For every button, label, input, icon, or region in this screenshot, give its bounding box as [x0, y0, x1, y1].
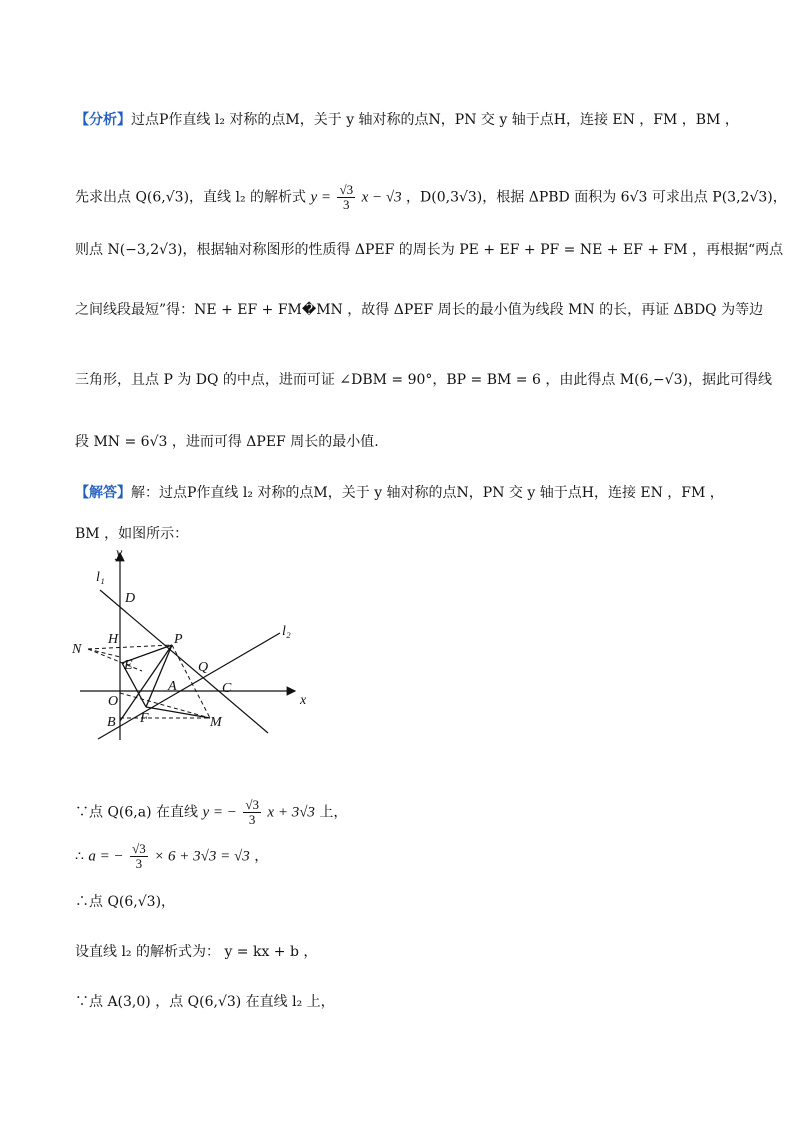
label-A: A: [168, 679, 177, 694]
after-text-3: ∴点 Q(6,√3)，: [75, 894, 176, 910]
solution-line-2: [75, 524, 188, 544]
l2-eq-lhs: y =: [310, 189, 332, 206]
label-O: O: [108, 694, 119, 709]
analysis-line-1: [75, 110, 739, 130]
analysis-line-5: [75, 370, 772, 390]
label-M: M: [210, 715, 222, 730]
after-eq2-den: 3: [135, 856, 143, 871]
after-text-1a: ∵点 Q(6,a) 在直线: [75, 804, 199, 821]
after-eq1-rhs: x + 3√3: [267, 804, 315, 821]
label-N: N: [72, 642, 82, 657]
analysis-line-6: [75, 432, 379, 452]
after-line-1: [75, 798, 347, 827]
solution-tag: 【解答】: [75, 485, 131, 501]
analysis-line-4: [75, 300, 763, 320]
analysis-tag: 【分析】: [75, 112, 131, 128]
l2-eq-num: √3: [339, 182, 354, 197]
solution-text-1: 解：过点P作直线 l₂ 对称的点M，关于 y 轴对称的点N，PN 交 y 轴于点H，连接 EN ，FM ，: [131, 485, 724, 501]
analysis-text-4: 则点 N(−3,2√3)，根据轴对称图形的性质得 ΔPEF 的周长为 PE + EF + PF = NE + EF + FM ，再根据“两点: [75, 242, 784, 258]
label-l1: l₁: [96, 570, 105, 585]
solution-line-1: [75, 483, 724, 503]
analysis-text-7: 段 MN = 6√3 ，进而可得 ΔPEF 周长的最小值.: [75, 434, 379, 450]
after-eq1-num: √3: [245, 797, 259, 812]
label-P: P: [174, 632, 183, 647]
after-eq1-den: 3: [248, 812, 256, 827]
after-eq1-lhs: y = −: [202, 804, 237, 821]
after-line-3: [75, 892, 175, 912]
line-l2: [98, 633, 280, 739]
analysis-text-1: 过点P作直线 l₂ 对称的点M，关于 y 轴对称的点N，PN 交 y 轴于点H，连接 EN ，FM ，BM ，: [131, 112, 739, 128]
l2-eq-den: 3: [343, 197, 350, 212]
analysis-text-2: 先求出点 Q(6,√3)，直线 l₂ 的解析式: [75, 189, 307, 206]
after-text-2b: ，: [254, 848, 269, 865]
after-line-2: [75, 842, 268, 871]
analysis-line-3: [75, 240, 783, 260]
after-eq2-fraction: [130, 842, 148, 871]
analysis-line-2: [75, 183, 787, 212]
l2-eq-rhs: x − √3: [361, 189, 402, 206]
label-y: y: [116, 546, 123, 561]
after-line-4: [75, 942, 317, 962]
after-text-5: ∵点 A(3,0) ，点 Q(6,√3) 在直线 l₂ 上，: [75, 994, 335, 1010]
label-Q: Q: [198, 660, 209, 675]
after-eq1-fraction: [243, 798, 261, 827]
label-C: C: [222, 681, 232, 696]
after-eq2-rhs: × 6 + 3√3 = √3: [154, 848, 250, 865]
after-text-1b: 上，: [319, 804, 348, 821]
after-line-5: [75, 992, 335, 1012]
label-B: B: [107, 715, 116, 730]
after-eq2-lhs: a = −: [88, 848, 124, 865]
triangle-pef: [120, 645, 210, 721]
l2-eq-fraction: [337, 183, 355, 212]
label-D: D: [125, 591, 136, 606]
analysis-text-6: 三角形，且点 P 为 DQ 的中点，进而可证 ∠DBM = 90°，BP = BM = 6 ，由此得点 M(6,−√3)，据此可得线: [75, 372, 772, 388]
after-text-4: 设直线 l₂ 的解析式为： y = kx + b ，: [75, 944, 318, 960]
label-l2: l₂: [282, 624, 291, 639]
after-text-2a: ∴: [75, 848, 84, 865]
geometry-figure: [70, 545, 320, 745]
label-x: x: [300, 693, 307, 708]
after-eq2-num: √3: [132, 841, 146, 856]
analysis-text-5: 之间线段最短”得：NE + EF + FM�MN ，故得 ΔPEF 周长的最小值为线段 MN 的长，再证 ΔBDQ 为等边: [75, 302, 764, 318]
label-E: E: [124, 658, 133, 673]
label-F: F: [140, 711, 149, 726]
solution-text-2: BM ，如图所示：: [75, 526, 189, 542]
analysis-text-3: ，D(0,3√3)，根据 ΔPBD 面积为 6√3 可求出点 P(3,2√3)，: [406, 189, 787, 206]
label-H: H: [108, 632, 119, 647]
